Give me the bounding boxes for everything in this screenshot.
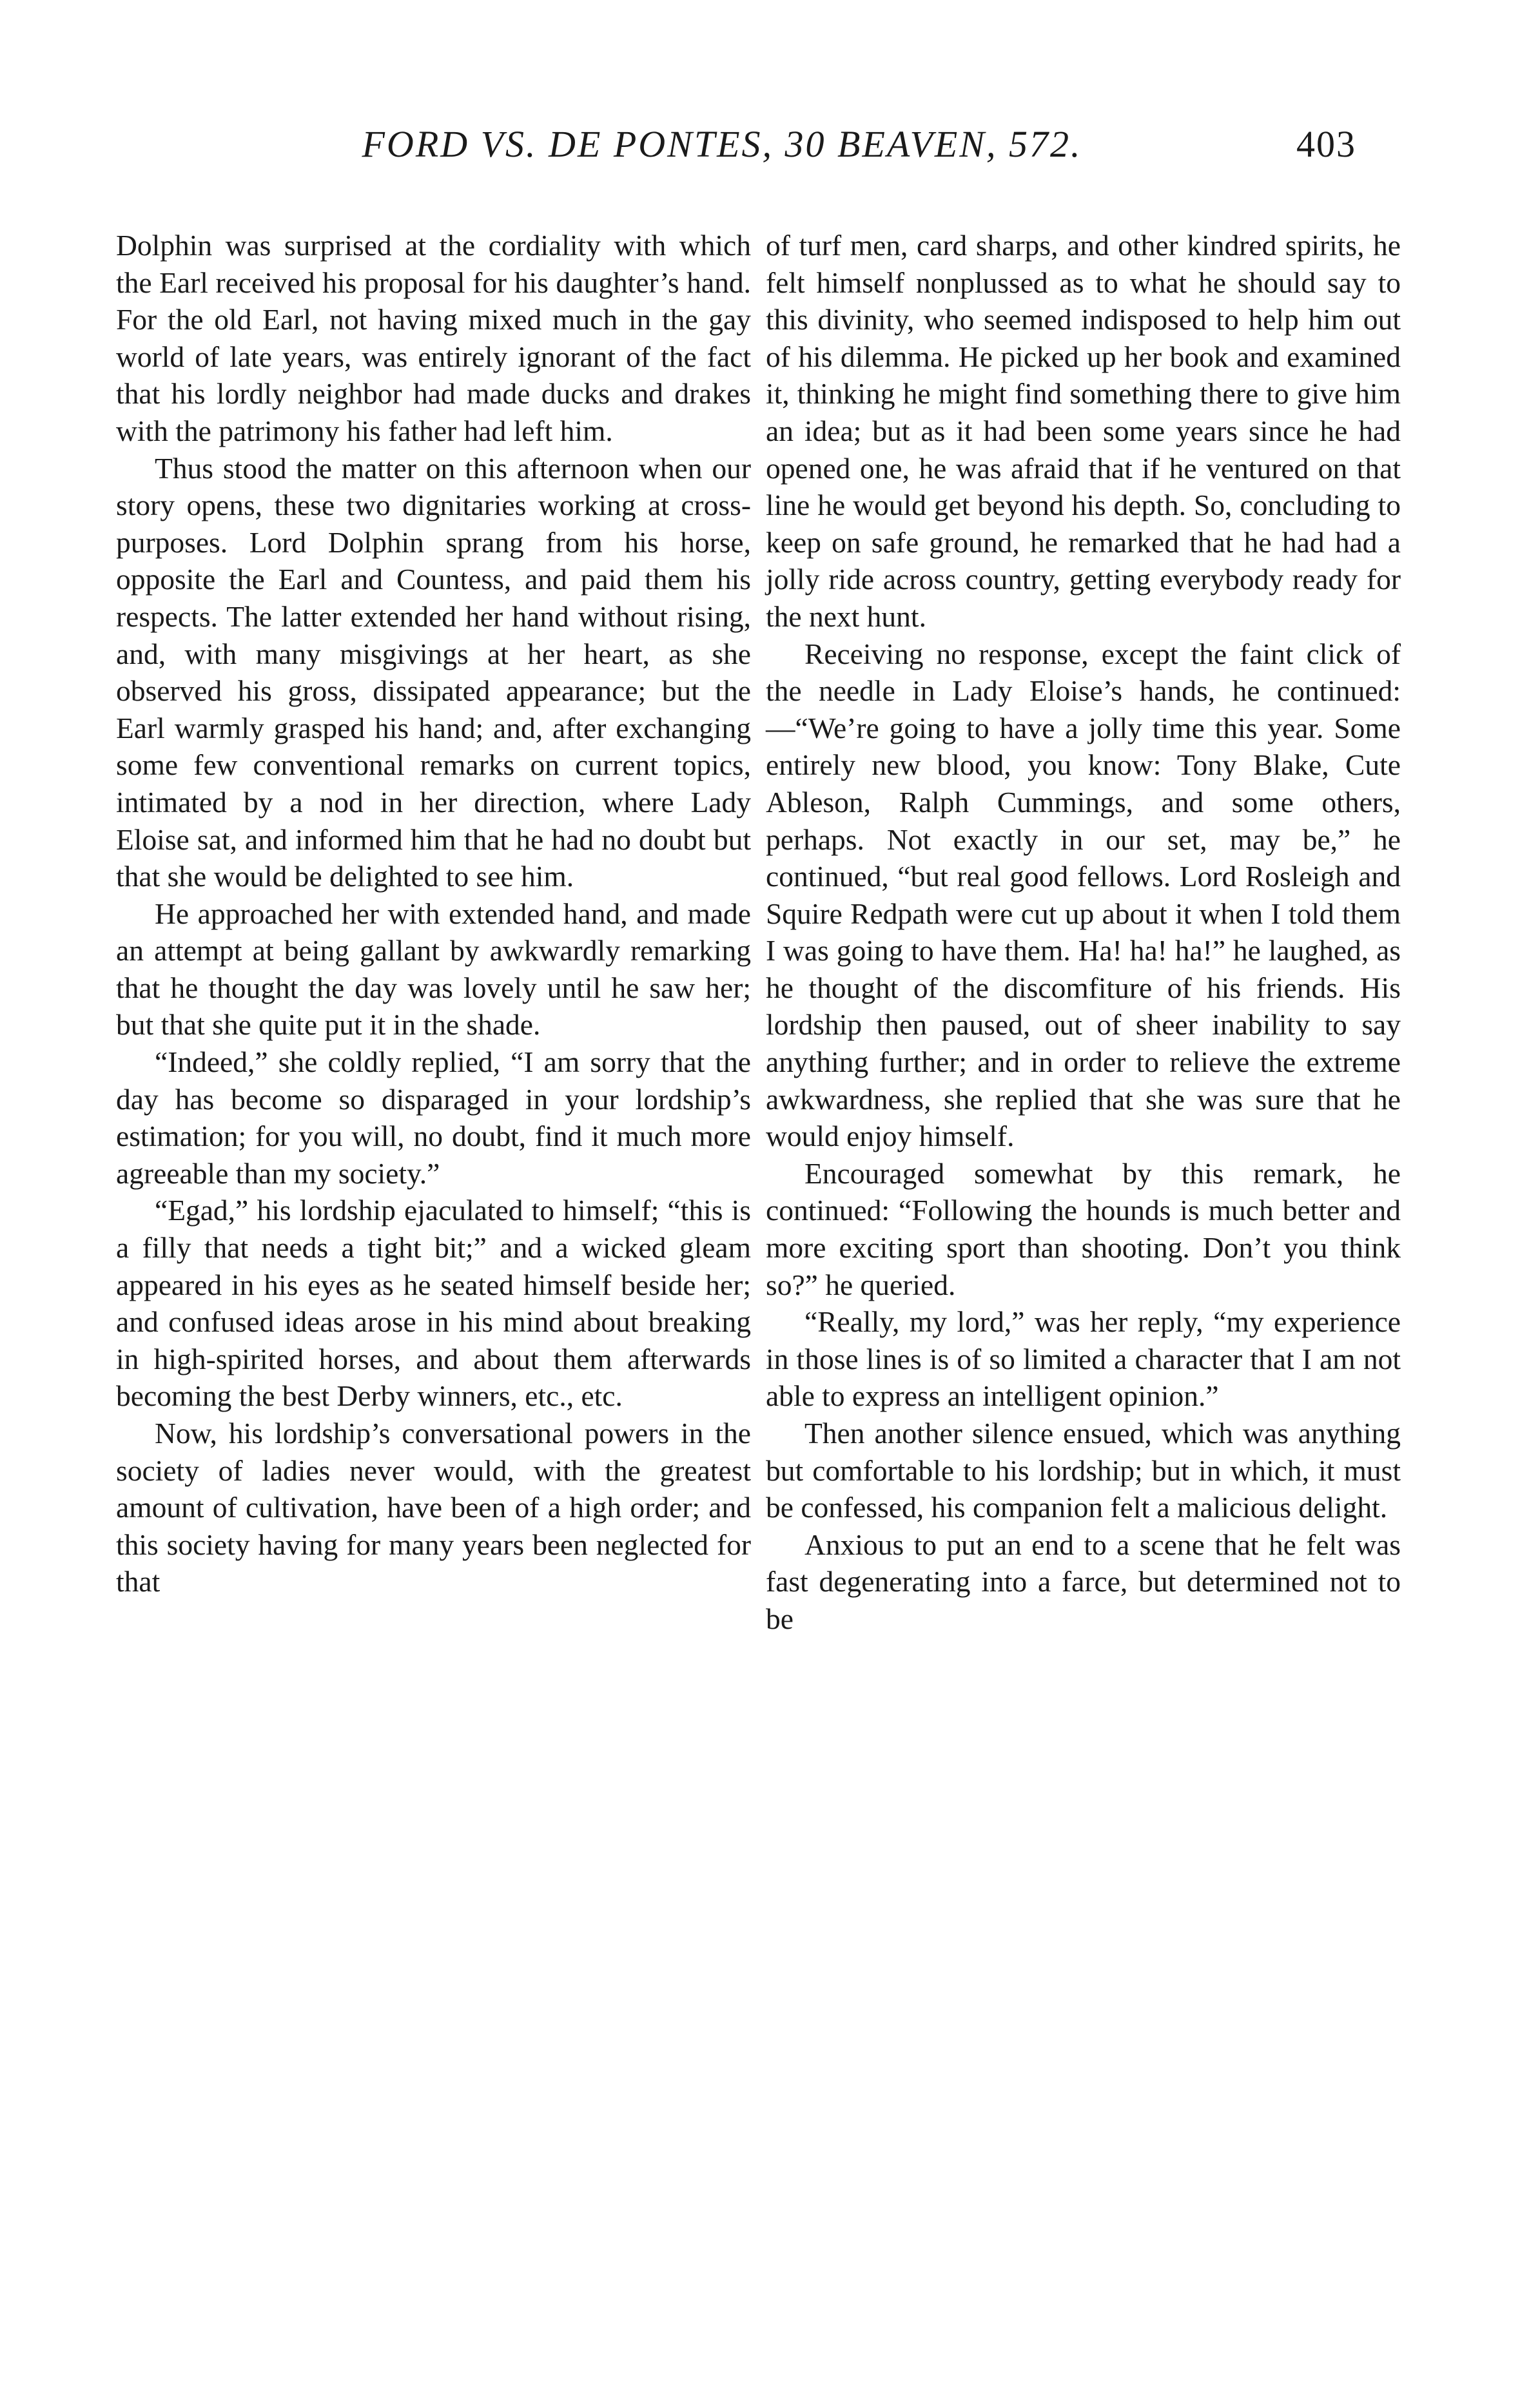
running-title: FORD VS. DE PONTES, 30 BEAVEN, 572. (362, 123, 1082, 165)
paragraph: Encouraged somewhat by this remark, he continued: “Following the hounds is much better and more exciting sport than shooting. Don’t you think so?” he queried. (766, 1156, 1401, 1301)
paragraph: Dolphin was surprised at the cordiality with which the Earl received his proposal for his daughter’s hand. For the old Earl, not having mixed much in the gay world of late years, was entirely ignorant of the fact that his lordly neighbor had made ducks and drakes with the patrimony his father had left him. (116, 229, 751, 447)
left-column (116, 227, 751, 1600)
paragraph: of turf men, card sharps, and other kindred spirits, he felt himself nonplussed as to what he should say to this divinity, who seemed indisposed to help him out of his dilemma. He picked up her book and examined it, thinking he might find something there to give him an idea; but as it had been some years since he had opened one, he was afraid that if he ventured on that line he would get beyond his depth. So, concluding to keep on safe ground, he remarked that he had had a jolly ride across country, getting everybody ready for the next hunt. (766, 229, 1401, 633)
paragraph: Anxious to put an end to a scene that he felt was fast degenerating into a farce, but determined not to be (766, 1528, 1401, 1635)
paragraph: Thus stood the matter on this afternoon when our story opens, these two dignitaries working at cross-purposes. Lord Dolphin sprang from his horse, opposite the Earl and Countess, and paid them his respects. The latter extended her hand without rising, and, with many misgivings at her heart, as she observed his gross, dissipated appearance; but the Earl warmly grasped his hand; and, after exchanging some few conventional remarks on current topics, intimated by a nod in her direction, where Lady Eloise sat, and informed him that he had no doubt but that she would be delighted to see him. (116, 451, 751, 893)
page-number: 403 (1296, 123, 1356, 165)
paragraph: “Egad,” his lordship ejaculated to himself; “this is a filly that needs a tight bit;” and a wicked gleam appeared in his eyes as he seated himself beside her; and confused ideas arose in his mind about breaking in high-spirited horses, and about them afterwards becoming the best Derby winners, etc., etc. (116, 1194, 751, 1413)
paragraph: “Really, my lord,” was her reply, “my experience in those lines is of so limited a character that I am not able to express an intelligent opinion.” (766, 1305, 1401, 1413)
right-column (766, 227, 1401, 1638)
paragraph: Now, his lordship’s conversational powers in the society of ladies never would, with the greatest amount of cultivation, have been of a high order; and this society having for many years been neglected for that (116, 1417, 751, 1598)
paragraph: Receiving no response, except the faint click of the needle in Lady Eloise’s hands, he continued:—“We’re going to have a jolly time this year. Some entirely new blood, you know: Tony Blake, Cute Ableson, Ralph Cummings, and some others, perhaps. Not exactly in our set, may be,” he continued, “but real good fellows. Lord Rosleigh and Squire Redpath were cut up about it when I told them I was going to have them. Ha! ha! ha!” he laughed, as he thought of the discomfiture of his friends. His lordship then paused, out of sheer inability to say anything further; and in order to relieve the extreme awkwardness, she replied that she was sure that he would enjoy himself. (766, 637, 1401, 1153)
paragraph: “Indeed,” she coldly replied, “I am sorry that the day has become so disparaged in your lordship’s estimation; for you will, no doubt, find it much more agreeable than my society.” (116, 1045, 751, 1190)
running-header (0, 122, 1520, 187)
paragraph: He approached her with extended hand, and made an attempt at being gallant by awkwardly remarking that he thought the day was lovely until he saw her; but that she quite put it in the shade. (116, 897, 751, 1042)
paragraph: Then another silence ensued, which was anything but comfortable to his lordship; but in which, it must be confessed, his companion felt a malicious delight. (766, 1417, 1401, 1524)
